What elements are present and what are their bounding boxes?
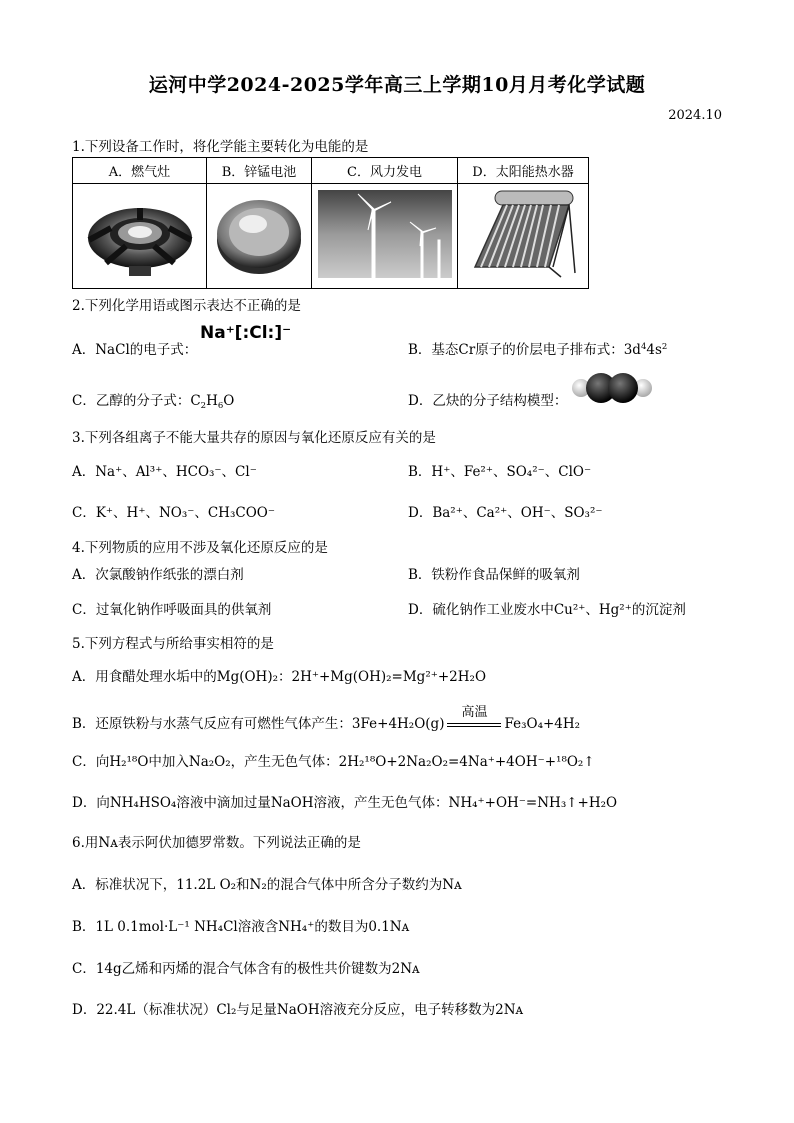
q4-option-b: B．铁粉作食品保鲜的吸氧剂: [408, 567, 580, 583]
q5-option-b-label: B．还原铁粉与水蒸气反应有可燃性气体产生：3Fe+4H₂O(g): [72, 716, 445, 732]
reaction-condition: 高温: [461, 704, 488, 720]
q3-stem: 3.下列各组离子不能大量共存的原因与氧化还原反应有关的是: [72, 430, 436, 446]
gas-stove-image: [73, 184, 207, 289]
q6-stem: 6.用Nᴀ表示阿伏加德罗常数。下列说法正确的是: [72, 835, 361, 851]
q2-option-a-label: A．NaCl的电子式：: [72, 342, 198, 358]
q2-option-a: [72, 338, 197, 358]
battery-icon: [213, 190, 305, 278]
q5-option-b: [72, 704, 581, 732]
gas-stove-icon: [81, 188, 199, 280]
nacl-electron-formula: Na⁺[:Cl:]⁻: [200, 323, 292, 343]
acetylene-model-icon: [571, 372, 653, 404]
q3-option-c: C．K⁺、H⁺、NO₃⁻、CH₃COO⁻: [72, 505, 275, 521]
q4-option-a: A．次氯酸钠作纸张的漂白剂: [72, 567, 244, 583]
q2-option-c-label: C．乙醇的分子式：C: [72, 393, 201, 409]
q3-option-b: B．H⁺、Fe²⁺、SO₄²⁻、ClO⁻: [408, 464, 592, 480]
q6-option-c: C．14g乙烯和丙烯的混合气体含有的极性共价键数为2Nᴀ: [72, 961, 420, 977]
q5-option-a: A．用食醋处理水垢中的Mg(OH)₂：2H⁺+Mg(OH)₂=Mg²⁺+2H₂O: [72, 669, 487, 685]
q6-option-d: D．22.4L（标准状况）Cl₂与足量NaOH溶液充分反应，电子转移数为2Nᴀ: [72, 1002, 524, 1018]
q1-option-d: D．太阳能热水器: [458, 158, 589, 184]
q5-stem: 5.下列方程式与所给事实相符的是: [72, 636, 274, 652]
q5-option-d: D．向NH₄HSO₄溶液中滴加过量NaOH溶液，产生无色气体：NH₄⁺+OH⁻=NH₃↑+H₂O: [72, 795, 618, 811]
q1-option-b: B．锌锰电池: [207, 158, 312, 184]
q6-option-b: B．1L 0.1mol·L⁻¹ NH₄Cl溶液含NH₄⁺的数目为0.1Nᴀ: [72, 919, 410, 935]
q5-option-c: C．向H₂¹⁸O中加入Na₂O₂，产生无色气体：2H₂¹⁸O+2Na₂O₂=4Na⁺+4OH⁻+¹⁸O₂↑: [72, 754, 595, 770]
wind-turbine-icon: [318, 190, 452, 278]
q1-option-c: C．风力发电: [312, 158, 458, 184]
solar-heater-icon: [465, 187, 581, 281]
solar-water-heater-image: [458, 184, 589, 289]
q3-option-a: A．Na⁺、Al³⁺、HCO₃⁻、Cl⁻: [72, 464, 257, 480]
q2-stem: 2.下列化学用语或图示表达不正确的是: [72, 298, 301, 314]
q2-option-b: B．基态Cr原子的价层电子排布式：$3d^44s^2$: [408, 342, 668, 358]
reaction-arrow: [447, 704, 501, 732]
exam-date: 2024.10: [668, 108, 722, 123]
q1-options-table: [72, 157, 589, 289]
q5-option-b-products: Fe₃O₄+4H₂: [504, 716, 581, 732]
q6-option-a: A．标准状况下，11.2L O₂和N₂的混合气体中所含分子数约为Nᴀ: [72, 877, 462, 893]
wind-power-image: [312, 184, 458, 289]
q2-option-b-label: B．基态Cr原子的价层电子排布式：3d: [408, 342, 641, 358]
q4-option-c: C．过氧化钠作呼吸面具的供氧剂: [72, 602, 272, 618]
q1-option-a: A．燃气灶: [73, 158, 207, 184]
q4-stem: 4.下列物质的应用不涉及氧化还原反应的是: [72, 540, 328, 556]
page-title: 运河中学2024-2025学年高三上学期10月月考化学试题: [148, 74, 646, 96]
q2-option-d: D．乙炔的分子结构模型：: [408, 393, 568, 409]
q3-option-d: D．Ba²⁺、Ca²⁺、OH⁻、SO₃²⁻: [408, 505, 603, 521]
q2-option-c: C．乙醇的分子式：$C_2H_6O$: [72, 393, 235, 411]
q4-option-d: D．硫化钠作工业废水中Cu²⁺、Hg²⁺的沉淀剂: [408, 602, 686, 618]
q1-stem: 1.下列设备工作时，将化学能主要转化为电能的是: [72, 139, 369, 155]
zinc-manganese-battery-image: [207, 184, 312, 289]
